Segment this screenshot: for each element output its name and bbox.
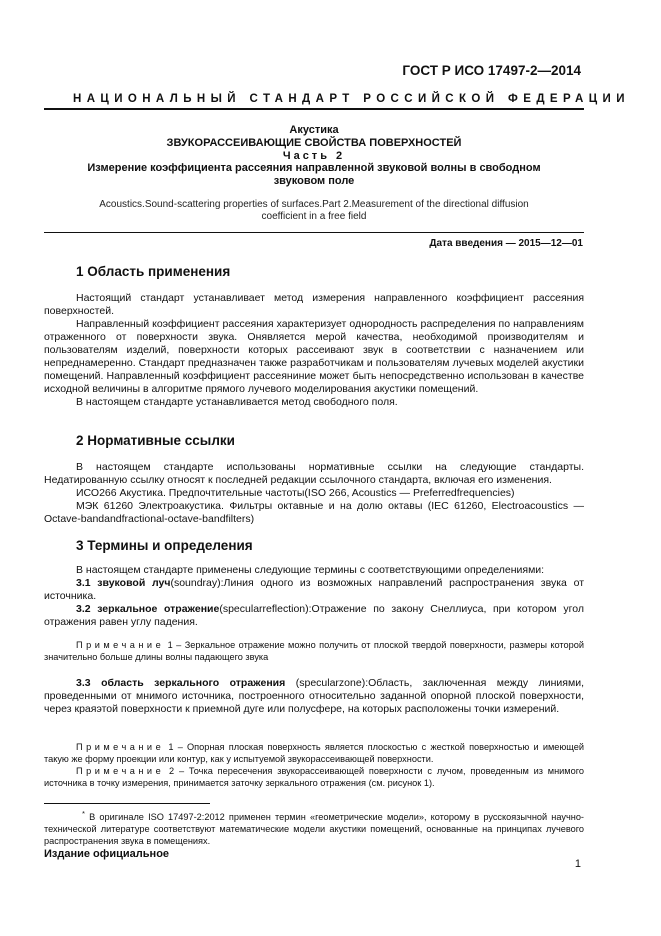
note-1 [44, 639, 584, 663]
term-definition: (specularzone):Область, заключенная между линиями, проведенными от мнимого источника, построенного относительно заданной опорной плоской поверхности, через краяэтой поверхности к приемной дуге или полусфере, на которых расположены точки измерений. [44, 677, 584, 715]
intro-date: Дата введения — 2015—12—01 [429, 238, 583, 249]
document-code: ГОСТ Р ИСО 17497-2—2014 [402, 63, 581, 78]
term-label: 3.2 зеркальное отражение [76, 603, 220, 615]
term-3-1 [44, 577, 584, 603]
paragraph: В настоящем стандарте устанавливается метод свободного поля. [76, 396, 398, 408]
title-line-3: Часть 2 [282, 150, 346, 162]
paragraph: В настоящем стандарте применены следующие термины с соответствующими определениями: [76, 564, 545, 576]
term-definition: (soundray):Линия одного из возможных направлений распространения звука от источника. [44, 577, 584, 602]
term-3-3 [44, 677, 584, 716]
term-3-2 [44, 603, 584, 629]
note-label: Примечание [76, 766, 165, 776]
footnote-text: В оригинале ISO 17497-2:2012 применен термин «геометрические модели», которому в русскоязычной научно-технической литературе соответствуют математические модели акустики помещений, основанные на принципах лучевого распространения звука в помещениях. [44, 812, 584, 847]
note-text: 2 – Точка пересечения звукорассеивающей поверхности с лучом, проведенным из мнимого источника в точку измерения, принимается заточку зеркального отражения (см. рисунок 1). [44, 766, 584, 788]
national-standard-banner: НАЦИОНАЛЬНЫЙ СТАНДАРТ РОССИЙСКОЙ ФЕДЕРАЦИИ [73, 93, 630, 105]
english-title-line-2: coefficient in a free field [261, 211, 367, 222]
section-2-body [44, 461, 584, 526]
title-line-1: Акустика [289, 124, 339, 136]
title-line-2: ЗВУКОРАССЕИВАЮЩИЕ СВОЙСТВА ПОВЕРХНОСТЕЙ [166, 137, 462, 149]
paragraph: ИСО266 Акустика. Предпочтительные частоты(ISO 266, Acoustics — Preferredfrequencies) [76, 487, 515, 499]
notes-3-3 [44, 741, 584, 789]
section-2-heading: 2 Нормативные ссылки [76, 433, 235, 448]
section-3-heading: 3 Термины и определения [76, 538, 253, 553]
section-1-body [44, 292, 584, 409]
section-1-heading: 1 Область применения [76, 264, 231, 279]
english-title-line-1: Acoustics.Sound-scattering properties of surfaces.Part 2.Measurement of the directional diffusion [99, 199, 529, 210]
title-line-5: звуковом поле [273, 175, 355, 187]
header-rule [44, 108, 584, 110]
footnote-marker: * [82, 809, 85, 818]
footnote-rule [44, 803, 210, 804]
paragraph: В настоящем стандарте использованы нормативные ссылки на следующие стандарты. Недатированную ссылку относят к последней редакции ссылочного стандарта, включая его изменения. [44, 461, 584, 486]
official-edition-label: Издание официальное [44, 848, 170, 860]
section-3-body [44, 564, 584, 629]
note-label: Примечание [76, 640, 165, 650]
paragraph: Направленный коэффициент рассеяния характеризует однородность распределения по направлениям отраженного от поверхности звука. Онявляется мерой качества, необходимой производителям и пользователям изделий, поверхности которых рассеивают звук в соответствии с назначением или непреднамеренно. Стандарт предназначен также разработчикам и пользователям лучевых моделей акустики помещений. Направленный коэффициент рассеяниние может быть непосредственно использован в качестве исходной величины в алгоритме прямого лучевого моделирования акустики помещений. [44, 318, 584, 395]
paragraph: МЭК 61260 Электроакустика. Фильтры октавные и на долю октавы (IEC 61260, Electroacoustics — Octave-bandandfractional-octave-bandfilters) [44, 500, 584, 525]
term-label: 3.3 область зеркального отражения [76, 677, 286, 689]
note-text: 1 – Зеркальное отражение можно получить от плоской твердой поверхности, размеры которой значительно больше длины волны падающего звука [44, 640, 584, 662]
footnote [44, 808, 584, 847]
term-definition: (specularreflection):Отражение по закону Снеллиуса, при котором угол отражения равен углу падения. [44, 603, 584, 628]
title-line-4: Измерение коэффициента рассеяния направленной звуковой волны в свободном [87, 162, 541, 174]
term-label: 3.1 звуковой луч [76, 577, 171, 589]
page-number: 1 [574, 858, 581, 870]
note-text: 1 – Опорная плоская поверхность является плоскостью с жесткой поверхностью и имеющей такую же форму проекции или контур, как у испытуемой звукорассеивающей поверхности. [44, 742, 584, 764]
date-rule [44, 232, 584, 233]
note-label: Примечание [76, 742, 165, 752]
paragraph: Настоящий стандарт устанавливает метод измерения направленного коэффициент рассеяния поверхностей. [44, 292, 584, 317]
